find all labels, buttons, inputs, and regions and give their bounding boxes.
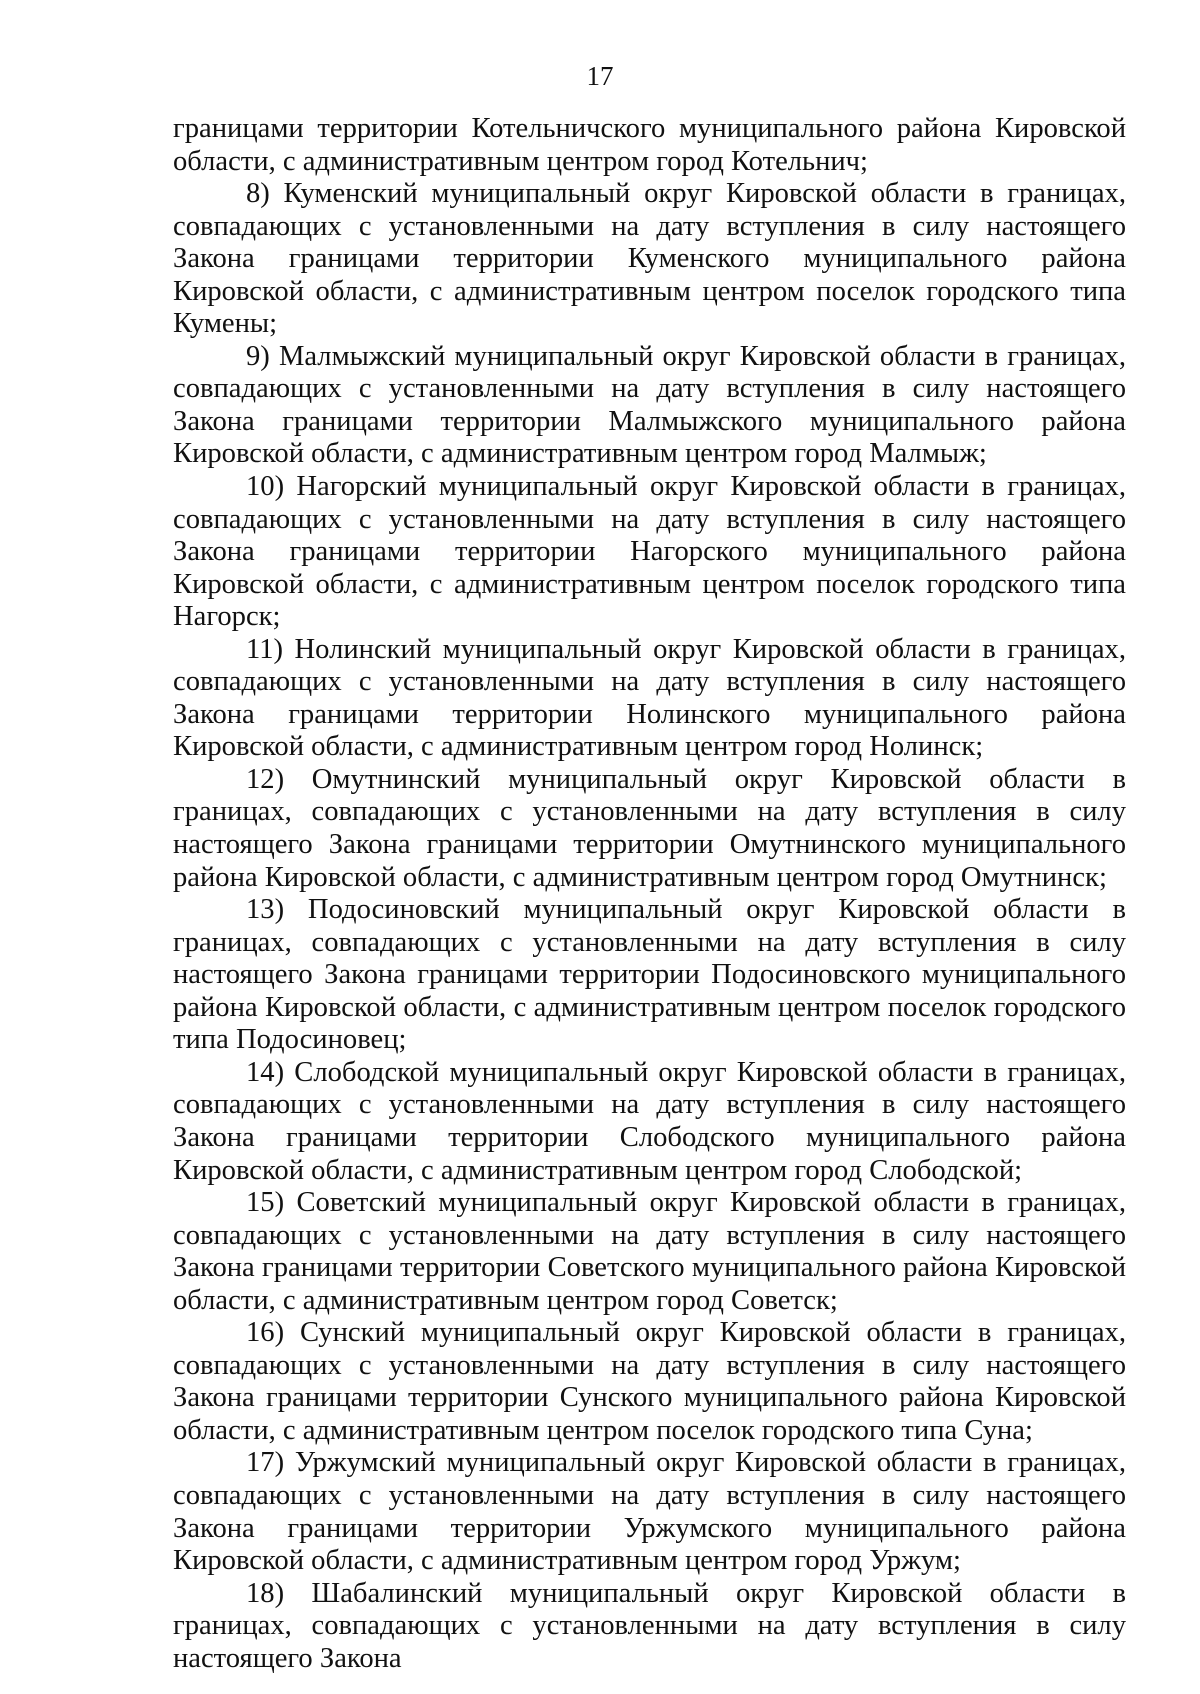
paragraph-item-12: 12) Омутнинский муниципальный округ Кировской области в границах, совпадающих с установленными на дату вступления в силу настоящего Закона границами территории Омутнинского муниципального района Кировской области, с административным центром город Омутнинск; <box>173 763 1126 893</box>
paragraph-item-17: 17) Уржумский муниципальный округ Кировской области в границах, совпадающих с установленными на дату вступления в силу настоящего Закона границами территории Уржумского муниципального района Кировской области, с административным центром город Уржум; <box>173 1447 1126 1577</box>
paragraph-item-18: 18) Шабалинский муниципальный округ Кировской области в границах, совпадающих с установленными на дату вступления в силу настоящего Закона <box>173 1577 1126 1674</box>
paragraph-item-14: 14) Слободской муниципальный округ Кировской области в границах, совпадающих с установленными на дату вступления в силу настоящего Закона границами территории Слободского муниципального района Кировской области, с административным центром город Слободской; <box>173 1056 1126 1186</box>
paragraph-item-11: 11) Нолинский муниципальный округ Кировской области в границах, совпадающих с установленными на дату вступления в силу настоящего Закона границами территории Нолинского муниципального района Кировской области, с административным центром город Нолинск; <box>173 633 1126 763</box>
paragraph-item-9: 9) Малмыжский муниципальный округ Кировской области в границах, совпадающих с установленными на дату вступления в силу настоящего Закона границами территории Малмыжского муниципального района Кировской области, с административным центром город Малмыж; <box>173 340 1126 470</box>
paragraph-item-16: 16) Сунский муниципальный округ Кировской области в границах, совпадающих с установленными на дату вступления в силу настоящего Закона границами территории Сунского муниципального района Кировской области, с административным центром поселок городского типа Суна; <box>173 1317 1126 1446</box>
document-body <box>173 113 1126 1675</box>
paragraph-continuation: границами территории Котельничского муниципального района Кировской области, с административным центром город Котельнич; <box>173 113 1126 177</box>
paragraph-item-15: 15) Советский муниципальный округ Кировской области в границах, совпадающих с установленными на дату вступления в силу настоящего Закона границами территории Советского муниципального района Кировской области, с административным центром город Советск; <box>173 1187 1126 1316</box>
page-number: 17 <box>586 61 614 91</box>
paragraph-item-8: 8) Куменский муниципальный округ Кировской области в границах, совпадающих с установленными на дату вступления в силу настоящего Закона границами территории Куменского муниципального района Кировской области, с административным центром поселок городского типа Кумены; <box>173 178 1126 340</box>
paragraph-item-13: 13) Подосиновский муниципальный округ Кировской области в границах, совпадающих с установленными на дату вступления в силу настоящего Закона границами территории Подосиновского муниципального района Кировской области, с административным центром поселок городского типа Подосиновец; <box>173 894 1126 1056</box>
paragraph-item-10: 10) Нагорский муниципальный округ Кировской области в границах, совпадающих с установленными на дату вступления в силу настоящего Закона границами территории Нагорского муниципального района Кировской области, с административным центром поселок городского типа Нагорск; <box>173 471 1126 633</box>
